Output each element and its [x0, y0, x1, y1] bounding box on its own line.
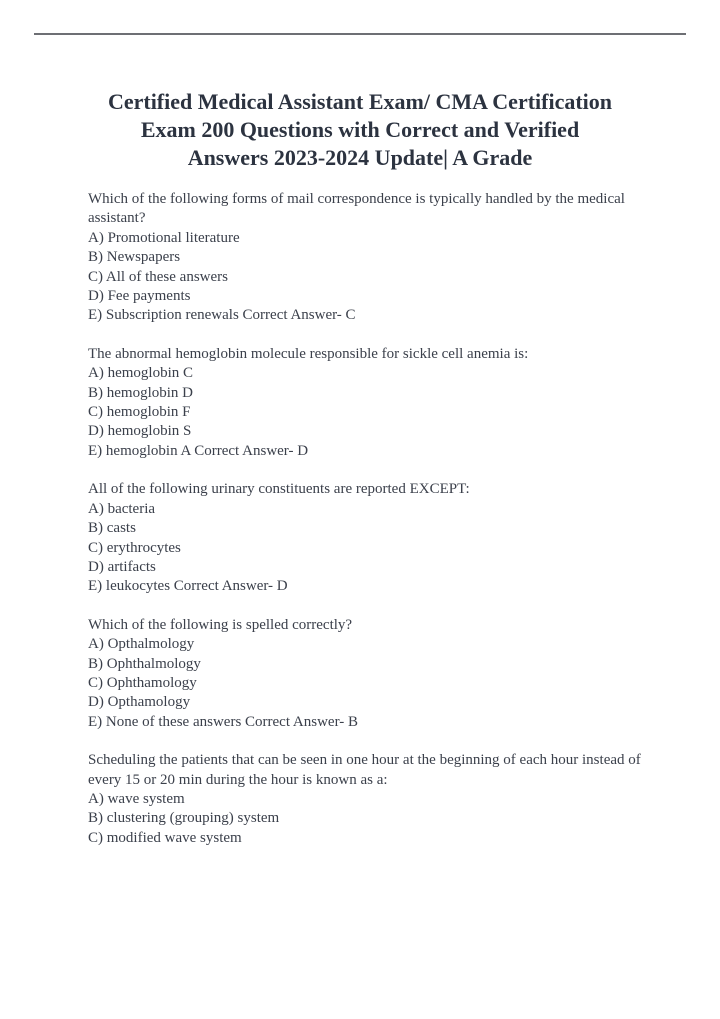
answer-option: C) Ophthamology [88, 674, 197, 691]
answer-option: A) hemoglobin C [88, 365, 193, 382]
header-rule [34, 33, 686, 35]
answer-option: D) hemoglobin S [88, 423, 192, 440]
question-block [88, 345, 668, 461]
answer-option: A) wave system [88, 790, 185, 807]
question-block [88, 190, 668, 326]
question-text: Which of the following forms of mail correspondence is typically handled by the medical assistant? [88, 191, 625, 227]
question-text: The abnormal hemoglobin molecule responsible for sickle cell anemia is: [88, 345, 529, 362]
title-line: Answers 2023-2024 Update| A Grade [187, 145, 533, 170]
answer-option: B) hemoglobin D [88, 384, 193, 401]
answer-option: A) Opthalmology [88, 636, 195, 653]
answer-option: E) leukocytes Correct Answer- D [88, 578, 288, 595]
question-block [88, 480, 668, 596]
question-text: All of the following urinary constituents are reported EXCEPT: [88, 481, 470, 498]
document-title [60, 88, 660, 172]
answer-option: C) All of these answers [88, 268, 228, 285]
answer-option: A) Promotional literature [88, 229, 240, 246]
question-list [88, 190, 668, 867]
answer-option: C) modified wave system [88, 829, 242, 846]
question-text: Scheduling the patients that can be seen in one hour at the beginning of each hour instead of every 15 or 20 min during the hour is known as a: [88, 752, 641, 788]
question-text: Which of the following is spelled correctly? [88, 616, 353, 633]
answer-option: B) Ophthalmology [88, 655, 201, 672]
answer-option: B) clustering (grouping) system [88, 810, 280, 827]
answer-option: C) erythrocytes [88, 539, 181, 556]
answer-option: D) artifacts [88, 558, 156, 575]
title-line: Certified Medical Assistant Exam/ CMA Certification [107, 89, 613, 114]
title-line: Exam 200 Questions with Correct and Verified [140, 117, 580, 142]
answer-option: B) casts [88, 520, 136, 537]
question-block [88, 616, 668, 732]
answer-option: D) Fee payments [88, 288, 191, 305]
question-block [88, 751, 668, 848]
answer-option: D) Opthamology [88, 694, 191, 711]
answer-option: C) hemoglobin F [88, 404, 191, 421]
answer-option: E) hemoglobin A Correct Answer- D [88, 442, 309, 459]
answer-option: E) None of these answers Correct Answer- B [88, 713, 359, 730]
answer-option: A) bacteria [88, 500, 156, 517]
answer-option: B) Newspapers [88, 249, 181, 266]
answer-option: E) Subscription renewals Correct Answer- C [88, 307, 356, 324]
